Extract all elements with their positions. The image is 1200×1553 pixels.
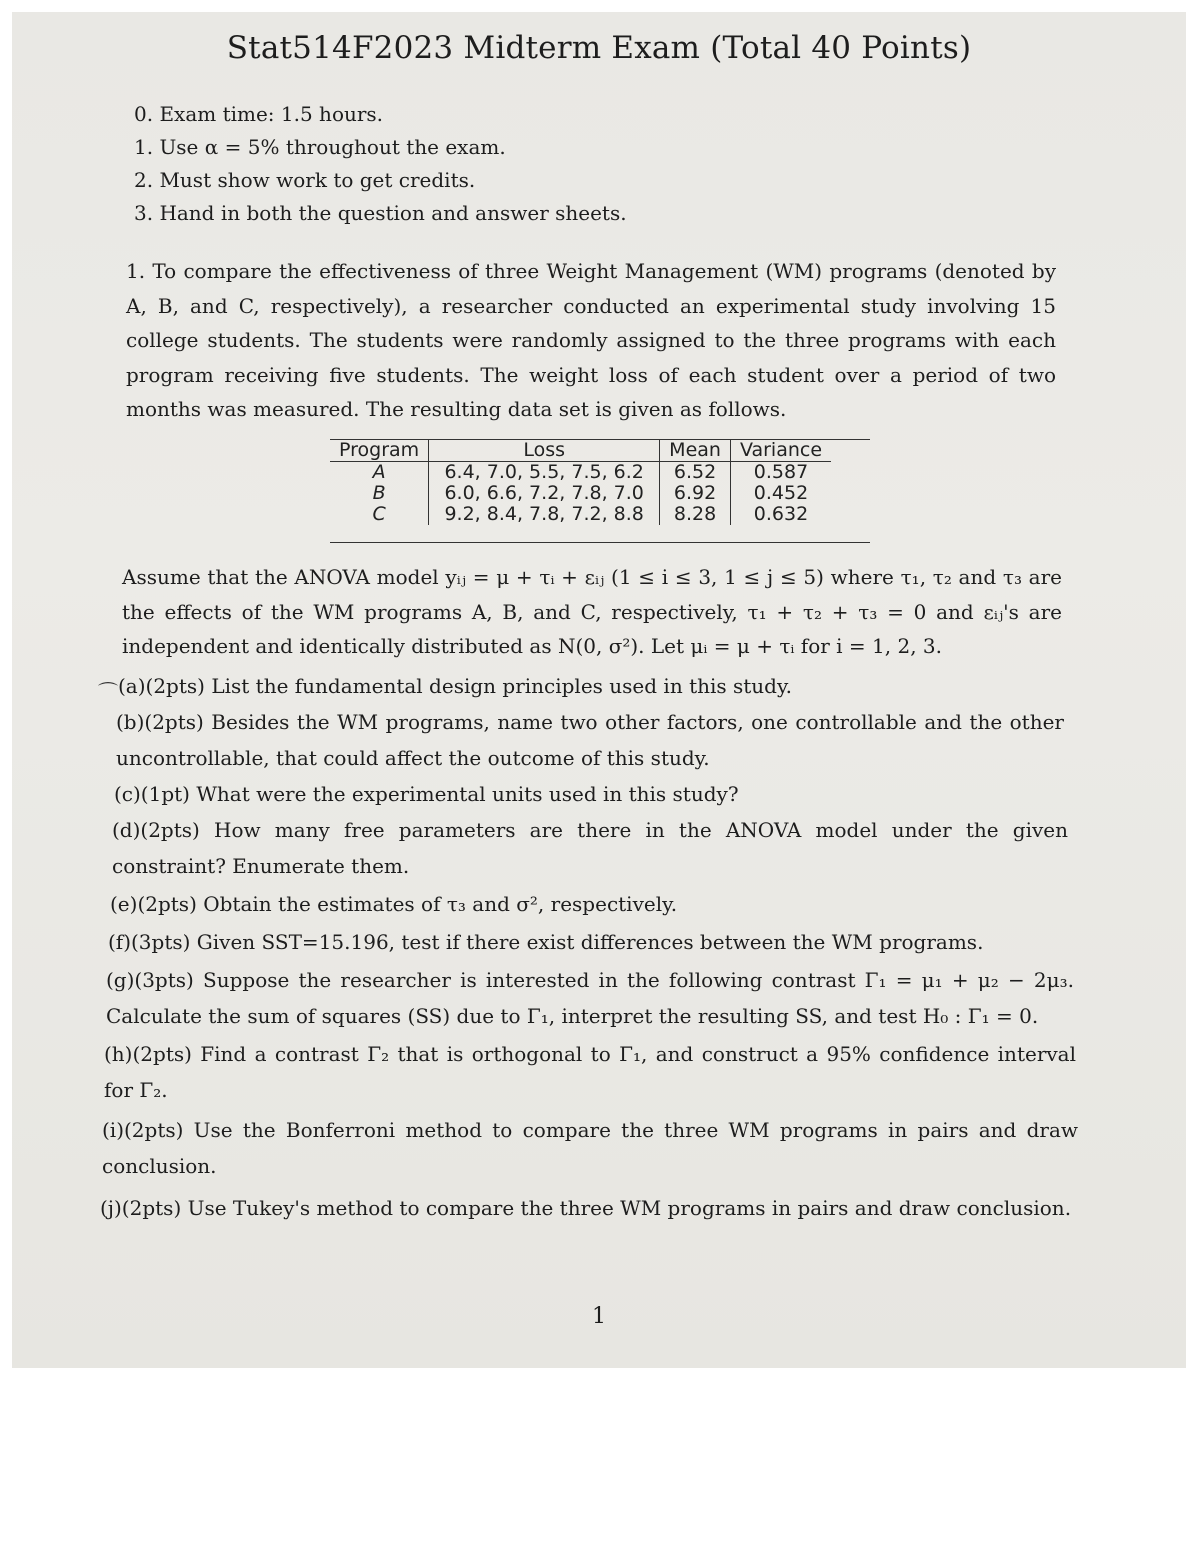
question-b: (b)(2pts) Besides the WM programs, name two other factors, one controllable and the other uncontrollable, that could affect the outcome of this study. <box>116 710 1064 770</box>
question-d: (d)(2pts) How many free parameters are there in the ANOVA model under the given constraint? Enumerate them. <box>112 818 1068 878</box>
cell-variance: 0.452 <box>753 482 809 504</box>
cell-loss: 6.4, 7.0, 5.5, 7.5, 6.2 <box>429 462 660 484</box>
question-c: (c)(1pt) What were the experimental units used in this study? <box>114 782 739 806</box>
question-a: (a)(2pts) List the fundamental design principles used in this study. <box>118 674 792 698</box>
cell-mean: 8.28 <box>660 504 731 525</box>
cell-program: C <box>330 504 429 525</box>
cell-loss: 6.0, 6.6, 7.2, 7.8, 7.0 <box>429 483 660 504</box>
cell-mean: 6.92 <box>660 483 731 504</box>
cell-program: B <box>330 483 429 504</box>
cell-program: A <box>330 462 429 484</box>
cell-variance: 0.587 <box>753 461 809 483</box>
problem-intro: 1. To compare the effectiveness of three Weight Management (WM) programs (denoted by A, B, and C, respectively), a researcher conducted an experimental study involving 15 college students. The students were randomly assigned to the three programs with each program receiving five students. The weight loss of each student over a period of two months was measured. The resulting data set is given as follows. <box>126 259 1056 421</box>
handwritten-mark: ⌒ <box>98 680 118 704</box>
header-loss: Loss <box>429 440 660 462</box>
header-program: Program <box>330 440 429 462</box>
rule-alpha: 1. Use α = 5% throughout the exam. <box>134 135 506 159</box>
question-f: (f)(3pts) Given SST=15.196, test if there exist differences between the WM programs. <box>108 930 984 954</box>
header-variance: Variance <box>730 440 831 462</box>
question-e: (e)(2pts) Obtain the estimates of τ₃ and σ², respectively. <box>110 892 678 916</box>
question-j: (j)(2pts) Use Tukey's method to compare the three WM programs in pairs and draw conclusion. <box>100 1196 1072 1220</box>
exam-page <box>12 12 1186 1368</box>
table-header-row <box>330 440 831 462</box>
header-mean: Mean <box>660 440 731 462</box>
data-table <box>330 440 831 525</box>
exam-rules <box>134 98 627 230</box>
rule-exam-time: 0. Exam time: 1.5 hours. <box>134 102 384 126</box>
exam-title: Stat514F2023 Midterm Exam (Total 40 Points) <box>226 30 972 66</box>
model-assumptions: Assume that the ANOVA model yᵢⱼ = μ + τᵢ + εᵢⱼ (1 ≤ i ≤ 3, 1 ≤ j ≤ 5) where τ₁, τ₂ and τ₃ are the effects of the WM programs A, B, and C, respectively, τ₁ + τ₂ + τ₃ = 0 and εᵢⱼ's are independent and identically distributed as N(0, σ²). Let μᵢ = μ + τᵢ for i = 1, 2, 3. <box>122 565 1062 658</box>
rule-hand-in: 3. Hand in both the question and answer sheets. <box>134 201 627 225</box>
table-row <box>330 462 831 484</box>
cell-loss: 9.2, 8.4, 7.8, 7.2, 8.8 <box>429 504 660 525</box>
cell-mean: 6.52 <box>660 462 731 484</box>
table-row <box>330 504 831 525</box>
question-g: (g)(3pts) Suppose the researcher is interested in the following contrast Γ₁ = μ₁ + μ₂ − 2μ₃. Calculate the sum of squares (SS) due to Γ₁, interpret the resulting SS, and test H₀ : Γ₁ = 0. <box>106 968 1074 1028</box>
cell-variance: 0.632 <box>753 503 809 525</box>
rule-show-work: 2. Must show work to get credits. <box>134 168 476 192</box>
page-number: 1 <box>592 1304 606 1329</box>
table-bottom-rule <box>330 542 870 543</box>
table-row <box>330 483 831 504</box>
question-i: (i)(2pts) Use the Bonferroni method to compare the three WM programs in pairs and draw conclusion. <box>102 1118 1078 1178</box>
question-h: (h)(2pts) Find a contrast Γ₂ that is orthogonal to Γ₁, and construct a 95% confidence interval for Γ₂. <box>104 1042 1076 1102</box>
